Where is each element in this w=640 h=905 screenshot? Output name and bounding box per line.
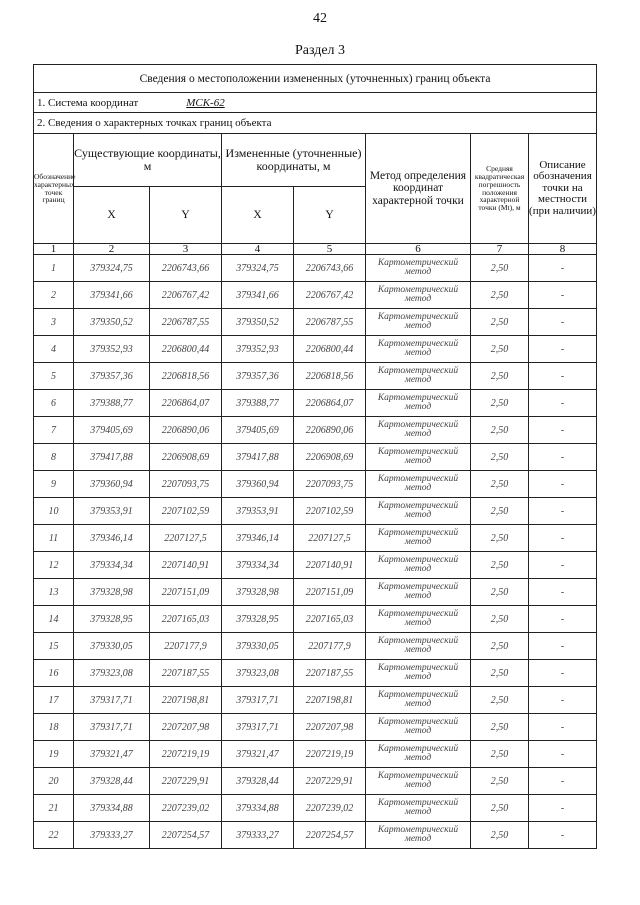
table-row bbox=[34, 768, 597, 795]
x-changed-cell: 379317,71 bbox=[222, 714, 294, 741]
point-number-cell: 2 bbox=[34, 282, 74, 309]
method-cell: Картометрический метод bbox=[366, 660, 471, 687]
description-cell: - bbox=[529, 633, 597, 660]
description-cell: - bbox=[529, 795, 597, 822]
x-existing-cell: 379333,27 bbox=[74, 822, 150, 849]
table-row bbox=[34, 606, 597, 633]
header-x-changed: X bbox=[222, 187, 294, 244]
description-cell: - bbox=[529, 336, 597, 363]
y-existing-cell: 2206800,44 bbox=[150, 336, 222, 363]
y-changed-cell: 2206908,69 bbox=[294, 444, 366, 471]
error-cell: 2,50 bbox=[471, 363, 529, 390]
table-row bbox=[34, 390, 597, 417]
description-cell: - bbox=[529, 714, 597, 741]
point-number-cell: 7 bbox=[34, 417, 74, 444]
y-existing-cell: 2206743,66 bbox=[150, 255, 222, 282]
y-changed-cell: 2207198,81 bbox=[294, 687, 366, 714]
error-cell: 2,50 bbox=[471, 660, 529, 687]
error-cell: 2,50 bbox=[471, 255, 529, 282]
y-changed-cell: 2207177,9 bbox=[294, 633, 366, 660]
x-existing-cell: 379330,05 bbox=[74, 633, 150, 660]
y-existing-cell: 2207102,59 bbox=[150, 498, 222, 525]
x-existing-cell: 379328,44 bbox=[74, 768, 150, 795]
description-cell: - bbox=[529, 768, 597, 795]
x-changed-cell: 379321,47 bbox=[222, 741, 294, 768]
column-number: 8 bbox=[529, 244, 597, 255]
x-existing-cell: 379341,66 bbox=[74, 282, 150, 309]
x-existing-cell: 379360,94 bbox=[74, 471, 150, 498]
point-number-cell: 18 bbox=[34, 714, 74, 741]
y-existing-cell: 2207239,02 bbox=[150, 795, 222, 822]
y-existing-cell: 2207207,98 bbox=[150, 714, 222, 741]
y-changed-cell: 2207140,91 bbox=[294, 552, 366, 579]
section-title: Раздел 3 bbox=[294, 43, 346, 58]
description-cell: - bbox=[529, 822, 597, 849]
description-cell: - bbox=[529, 525, 597, 552]
x-changed-cell: 379317,71 bbox=[222, 687, 294, 714]
y-changed-cell: 2206864,07 bbox=[294, 390, 366, 417]
x-existing-cell: 379328,95 bbox=[74, 606, 150, 633]
header-method: Метод определения координат характерной точки bbox=[366, 134, 471, 244]
y-existing-cell: 2206787,55 bbox=[150, 309, 222, 336]
table-row bbox=[34, 822, 597, 849]
y-changed-cell: 2206767,42 bbox=[294, 282, 366, 309]
y-existing-cell: 2207127,5 bbox=[150, 525, 222, 552]
point-number-cell: 8 bbox=[34, 444, 74, 471]
error-cell: 2,50 bbox=[471, 552, 529, 579]
y-changed-cell: 2206787,55 bbox=[294, 309, 366, 336]
point-number-cell: 17 bbox=[34, 687, 74, 714]
y-existing-cell: 2207198,81 bbox=[150, 687, 222, 714]
x-existing-cell: 379352,93 bbox=[74, 336, 150, 363]
table-row bbox=[34, 525, 597, 552]
x-changed-cell: 379328,98 bbox=[222, 579, 294, 606]
description-cell: - bbox=[529, 471, 597, 498]
error-cell: 2,50 bbox=[471, 471, 529, 498]
x-changed-cell: 379333,27 bbox=[222, 822, 294, 849]
description-cell: - bbox=[529, 390, 597, 417]
error-cell: 2,50 bbox=[471, 525, 529, 552]
error-cell: 2,50 bbox=[471, 444, 529, 471]
method-cell: Картометрический метод bbox=[366, 552, 471, 579]
error-cell: 2,50 bbox=[471, 768, 529, 795]
error-cell: 2,50 bbox=[471, 606, 529, 633]
y-changed-cell: 2207093,75 bbox=[294, 471, 366, 498]
point-number-cell: 4 bbox=[34, 336, 74, 363]
x-changed-cell: 379405,69 bbox=[222, 417, 294, 444]
method-cell: Картометрический метод bbox=[366, 255, 471, 282]
x-changed-cell: 379357,36 bbox=[222, 363, 294, 390]
x-existing-cell: 379353,91 bbox=[74, 498, 150, 525]
coordinate-system-value: МСК-62 bbox=[186, 96, 225, 109]
method-cell: Картометрический метод bbox=[366, 606, 471, 633]
x-existing-cell: 379323,08 bbox=[74, 660, 150, 687]
point-number-cell: 13 bbox=[34, 579, 74, 606]
header-y-existing: Y bbox=[150, 187, 222, 244]
header-y-changed: Y bbox=[294, 187, 366, 244]
x-changed-cell: 379388,77 bbox=[222, 390, 294, 417]
y-existing-cell: 2207177,9 bbox=[150, 633, 222, 660]
y-changed-cell: 2207229,91 bbox=[294, 768, 366, 795]
x-changed-cell: 379341,66 bbox=[222, 282, 294, 309]
method-cell: Картометрический метод bbox=[366, 417, 471, 444]
method-cell: Картометрический метод bbox=[366, 309, 471, 336]
y-existing-cell: 2206890,06 bbox=[150, 417, 222, 444]
x-changed-cell: 379346,14 bbox=[222, 525, 294, 552]
coordinate-system-row bbox=[34, 93, 597, 113]
table-row bbox=[34, 714, 597, 741]
method-cell: Картометрический метод bbox=[366, 336, 471, 363]
y-changed-cell: 2206818,56 bbox=[294, 363, 366, 390]
header-error: Средняя квадратическая погрешность положения характерной точки (Mt), м bbox=[471, 134, 529, 244]
y-changed-cell: 2207187,55 bbox=[294, 660, 366, 687]
description-cell: - bbox=[529, 498, 597, 525]
method-cell: Картометрический метод bbox=[366, 687, 471, 714]
x-existing-cell: 379321,47 bbox=[74, 741, 150, 768]
x-existing-cell: 379317,71 bbox=[74, 687, 150, 714]
column-number: 6 bbox=[366, 244, 471, 255]
x-changed-cell: 379323,08 bbox=[222, 660, 294, 687]
x-changed-cell: 379360,94 bbox=[222, 471, 294, 498]
table-row bbox=[34, 255, 597, 282]
header-description: Описание обозначения точки на местности (при наличии) bbox=[529, 134, 597, 244]
y-changed-cell: 2207239,02 bbox=[294, 795, 366, 822]
description-cell: - bbox=[529, 660, 597, 687]
point-number-cell: 15 bbox=[34, 633, 74, 660]
y-changed-cell: 2207151,09 bbox=[294, 579, 366, 606]
y-changed-cell: 2207254,57 bbox=[294, 822, 366, 849]
x-existing-cell: 379317,71 bbox=[74, 714, 150, 741]
header-point-designation: Обозначение характерных точек границ bbox=[34, 134, 74, 244]
header-x-existing: X bbox=[74, 187, 150, 244]
error-cell: 2,50 bbox=[471, 579, 529, 606]
method-cell: Картометрический метод bbox=[366, 363, 471, 390]
column-number-row bbox=[34, 244, 597, 255]
x-existing-cell: 379357,36 bbox=[74, 363, 150, 390]
column-number: 1 bbox=[34, 244, 74, 255]
method-cell: Картометрический метод bbox=[366, 633, 471, 660]
description-cell: - bbox=[529, 363, 597, 390]
x-changed-cell: 379417,88 bbox=[222, 444, 294, 471]
method-cell: Картометрический метод bbox=[366, 282, 471, 309]
table-row bbox=[34, 687, 597, 714]
table-row bbox=[34, 741, 597, 768]
table-row bbox=[34, 363, 597, 390]
error-cell: 2,50 bbox=[471, 795, 529, 822]
x-existing-cell: 379346,14 bbox=[74, 525, 150, 552]
point-number-cell: 1 bbox=[34, 255, 74, 282]
point-number-cell: 10 bbox=[34, 498, 74, 525]
method-cell: Картометрический метод bbox=[366, 768, 471, 795]
x-changed-cell: 379352,93 bbox=[222, 336, 294, 363]
x-changed-cell: 379353,91 bbox=[222, 498, 294, 525]
x-changed-cell: 379334,34 bbox=[222, 552, 294, 579]
method-cell: Картометрический метод bbox=[366, 498, 471, 525]
x-changed-cell: 379324,75 bbox=[222, 255, 294, 282]
method-cell: Картометрический метод bbox=[366, 525, 471, 552]
x-existing-cell: 379350,52 bbox=[74, 309, 150, 336]
column-number: 2 bbox=[74, 244, 150, 255]
x-existing-cell: 379417,88 bbox=[74, 444, 150, 471]
method-cell: Картометрический метод bbox=[366, 714, 471, 741]
description-cell: - bbox=[529, 579, 597, 606]
x-changed-cell: 379350,52 bbox=[222, 309, 294, 336]
y-changed-cell: 2207165,03 bbox=[294, 606, 366, 633]
boundary-table bbox=[33, 64, 596, 849]
y-changed-cell: 2207127,5 bbox=[294, 525, 366, 552]
error-cell: 2,50 bbox=[471, 390, 529, 417]
method-cell: Картометрический метод bbox=[366, 444, 471, 471]
y-changed-cell: 2206800,44 bbox=[294, 336, 366, 363]
y-changed-cell: 2207207,98 bbox=[294, 714, 366, 741]
description-cell: - bbox=[529, 309, 597, 336]
point-number-cell: 21 bbox=[34, 795, 74, 822]
x-changed-cell: 379330,05 bbox=[222, 633, 294, 660]
header-existing-coordinates: Существующие координаты, м bbox=[74, 134, 222, 187]
x-existing-cell: 379334,34 bbox=[74, 552, 150, 579]
description-cell: - bbox=[529, 687, 597, 714]
error-cell: 2,50 bbox=[471, 282, 529, 309]
y-existing-cell: 2207093,75 bbox=[150, 471, 222, 498]
x-changed-cell: 379334,88 bbox=[222, 795, 294, 822]
error-cell: 2,50 bbox=[471, 309, 529, 336]
description-cell: - bbox=[529, 255, 597, 282]
points-section-title: 2. Сведения о характерных точках границ объекта bbox=[34, 113, 597, 134]
description-cell: - bbox=[529, 741, 597, 768]
y-existing-cell: 2206864,07 bbox=[150, 390, 222, 417]
point-number-cell: 9 bbox=[34, 471, 74, 498]
x-changed-cell: 379328,95 bbox=[222, 606, 294, 633]
method-cell: Картометрический метод bbox=[366, 390, 471, 417]
point-number-cell: 14 bbox=[34, 606, 74, 633]
point-number-cell: 5 bbox=[34, 363, 74, 390]
x-existing-cell: 379405,69 bbox=[74, 417, 150, 444]
point-number-cell: 12 bbox=[34, 552, 74, 579]
method-cell: Картометрический метод bbox=[366, 579, 471, 606]
table-row bbox=[34, 336, 597, 363]
y-existing-cell: 2207254,57 bbox=[150, 822, 222, 849]
y-changed-cell: 2207219,19 bbox=[294, 741, 366, 768]
point-number-cell: 16 bbox=[34, 660, 74, 687]
column-number: 4 bbox=[222, 244, 294, 255]
error-cell: 2,50 bbox=[471, 633, 529, 660]
x-existing-cell: 379334,88 bbox=[74, 795, 150, 822]
x-existing-cell: 379324,75 bbox=[74, 255, 150, 282]
error-cell: 2,50 bbox=[471, 498, 529, 525]
method-cell: Картометрический метод bbox=[366, 795, 471, 822]
table-title: Сведения о местоположении измененных (уточненных) границ объекта bbox=[34, 65, 597, 93]
table-row bbox=[34, 579, 597, 606]
table-row bbox=[34, 471, 597, 498]
point-number-cell: 6 bbox=[34, 390, 74, 417]
description-cell: - bbox=[529, 552, 597, 579]
x-changed-cell: 379328,44 bbox=[222, 768, 294, 795]
y-existing-cell: 2207151,09 bbox=[150, 579, 222, 606]
description-cell: - bbox=[529, 606, 597, 633]
page-number: 42 bbox=[313, 11, 327, 26]
y-existing-cell: 2207187,55 bbox=[150, 660, 222, 687]
error-cell: 2,50 bbox=[471, 336, 529, 363]
coordinate-system-label: 1. Система координат bbox=[37, 96, 139, 109]
point-number-cell: 3 bbox=[34, 309, 74, 336]
table-row bbox=[34, 795, 597, 822]
table-row bbox=[34, 282, 597, 309]
y-existing-cell: 2207229,91 bbox=[150, 768, 222, 795]
table-row bbox=[34, 552, 597, 579]
y-existing-cell: 2207219,19 bbox=[150, 741, 222, 768]
table-row bbox=[34, 444, 597, 471]
column-number: 7 bbox=[471, 244, 529, 255]
x-existing-cell: 379328,98 bbox=[74, 579, 150, 606]
point-number-cell: 19 bbox=[34, 741, 74, 768]
method-cell: Картометрический метод bbox=[366, 822, 471, 849]
column-number: 3 bbox=[150, 244, 222, 255]
y-existing-cell: 2206908,69 bbox=[150, 444, 222, 471]
y-existing-cell: 2207140,91 bbox=[150, 552, 222, 579]
description-cell: - bbox=[529, 417, 597, 444]
table-row bbox=[34, 309, 597, 336]
column-number: 5 bbox=[294, 244, 366, 255]
y-existing-cell: 2207165,03 bbox=[150, 606, 222, 633]
y-changed-cell: 2206890,06 bbox=[294, 417, 366, 444]
table-row bbox=[34, 417, 597, 444]
error-cell: 2,50 bbox=[471, 714, 529, 741]
table-row bbox=[34, 498, 597, 525]
y-existing-cell: 2206767,42 bbox=[150, 282, 222, 309]
description-cell: - bbox=[529, 282, 597, 309]
description-cell: - bbox=[529, 444, 597, 471]
error-cell: 2,50 bbox=[471, 822, 529, 849]
point-number-cell: 20 bbox=[34, 768, 74, 795]
x-existing-cell: 379388,77 bbox=[74, 390, 150, 417]
method-cell: Картометрический метод bbox=[366, 471, 471, 498]
y-changed-cell: 2207102,59 bbox=[294, 498, 366, 525]
method-cell: Картометрический метод bbox=[366, 741, 471, 768]
error-cell: 2,50 bbox=[471, 417, 529, 444]
table-row bbox=[34, 660, 597, 687]
error-cell: 2,50 bbox=[471, 741, 529, 768]
error-cell: 2,50 bbox=[471, 687, 529, 714]
point-number-cell: 22 bbox=[34, 822, 74, 849]
header-changed-coordinates: Измененные (уточненные) координаты, м bbox=[222, 134, 366, 187]
y-changed-cell: 2206743,66 bbox=[294, 255, 366, 282]
y-existing-cell: 2206818,56 bbox=[150, 363, 222, 390]
table-row bbox=[34, 633, 597, 660]
point-number-cell: 11 bbox=[34, 525, 74, 552]
